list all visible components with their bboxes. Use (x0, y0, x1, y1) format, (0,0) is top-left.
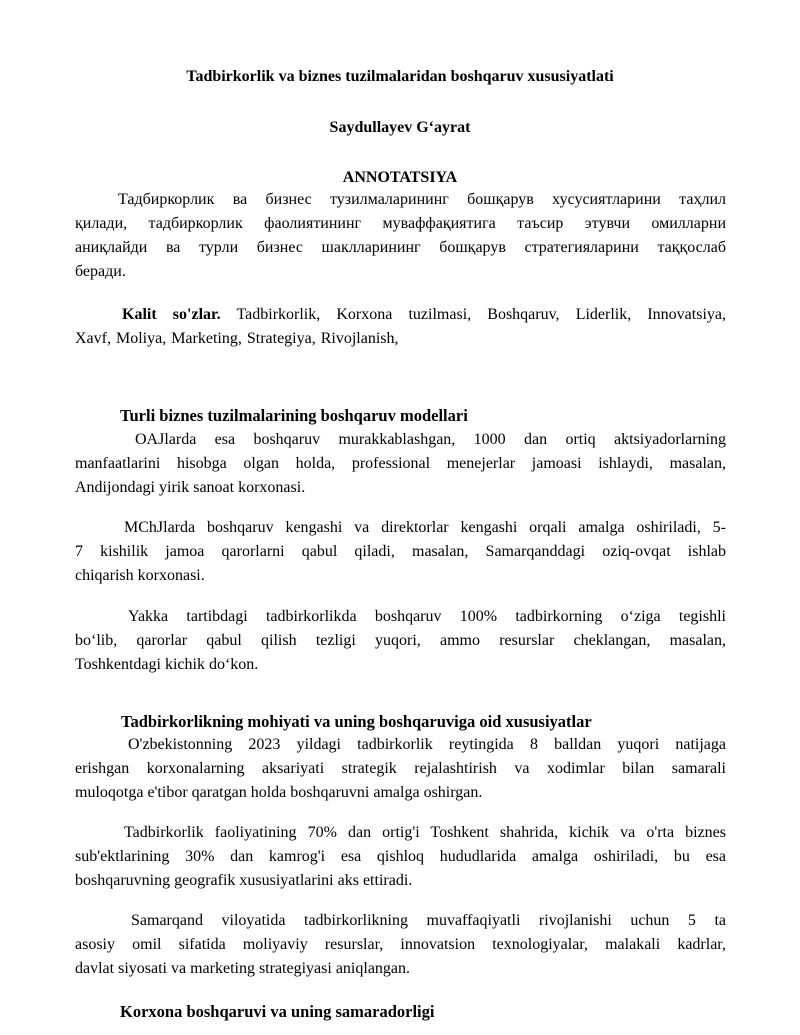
paragraph-line: erishgan korxonalarning aksariyati strategik rejalashtirish va xodimlar bilan samarali (75, 760, 726, 777)
paragraph-line: boshqaruvning geografik xususiyatlarini aks ettiradi. (75, 872, 413, 889)
abstract-line: беради. (75, 263, 126, 280)
paragraph-line: Toshkentdagi kichik do‘kon. (75, 656, 259, 673)
abstract-line: аниқлайди ва турли бизнес шаклларининг бошқарув стратегияларини таққослаб (75, 239, 726, 256)
paragraph-line: muloqotga e'tibor qaratgan holda boshqaruvni amalga oshirgan. (75, 784, 483, 801)
abstract-line: қилади, тадбиркорлик фаолиятининг муваффақиятига таъсир этувчи омилларни (75, 215, 726, 232)
paragraph-line: asosiy omil sifatida moliyaviy resurslar, innovatsion texnologiyalar, malakali kadrlar, (75, 936, 726, 953)
section-heading: Turli biznes tuzilmalarining boshqaruv modellari (120, 406, 468, 425)
paragraph-line: O'zbekistonning 2023 yildagi tadbirkorlik reytingida 8 balldan yuqori natijaga (128, 736, 726, 753)
author-name: Saydullayev G‘ayrat (329, 119, 471, 136)
paragraph-line: sub'ektlarining 30% dan kamrog'i esa qishloq hududlarida amalga oshiriladi, bu esa (75, 848, 726, 865)
document-title: Tadbirkorlik va biznes tuzilmalaridan boshqaruv xususiyatlati (186, 68, 614, 85)
paragraph-line: 7 kishilik jamoa qarorlarni qabul qiladi, masalan, Samarqanddagi oziq-ovqat ishlab (75, 543, 726, 560)
paragraph-line: MChJlarda boshqaruv kengashi va direktorlar kengashi orqali amalga oshiriladi, 5- (124, 519, 726, 536)
paragraph-line: Yakka tartibdagi tadbirkorlikda boshqaruv 100% tadbirkorning o‘ziga tegishli (128, 608, 726, 625)
keywords-line-2: Xavf, Moliya, Marketing, Strategiya, Rivojlanish, (75, 330, 399, 347)
paragraph-line: davlat siyosati va marketing strategiyasi aniqlangan. (75, 960, 411, 977)
section-heading: Tadbirkorlikning mohiyati va uning boshqaruviga oid xususiyatlar (121, 712, 592, 731)
paragraph-line: Tadbirkorlik faoliyatining 70% dan ortig'i Toshkent shahrida, kichik va o'rta biznes (124, 824, 726, 841)
paragraph-line: Andijondagi yirik sanoat korxonasi. (75, 479, 306, 496)
keywords-label: Kalit so'zlar. (122, 306, 221, 323)
abstract-heading: ANNOTATSIYA (342, 169, 458, 186)
paragraph-line: OAJlarda esa boshqaruv murakkablashgan, 1000 dan ortiq aktsiyadorlarning (135, 431, 726, 448)
keywords-text: Tadbirkorlik, Korxona tuzilmasi, Boshqaruv, Liderlik, Innovatsiya, (236, 306, 727, 323)
paragraph-line: bo‘lib, qarorlar qabul qilish tezligi yuqori, ammo resurslar cheklangan, masalan, (75, 632, 726, 649)
paragraph-line: manfaatlarini hisobga olgan holda, professional menejerlar jamoasi ishlaydi, masalan, (75, 455, 726, 472)
paragraph-line: Samarqand viloyatida tadbirkorlikning muvaffaqiyatli rivojlanishi uchun 5 ta (131, 912, 726, 929)
paragraph-line: chiqarish korxonasi. (75, 567, 205, 584)
section-heading: Korxona boshqaruvi va uning samaradorligi (120, 1002, 435, 1021)
abstract-line: Тадбиркорлик ва бизнес тузилмаларининг бошқарув хусусиятларини таҳлил (118, 191, 726, 208)
keywords-line (122, 303, 726, 327)
